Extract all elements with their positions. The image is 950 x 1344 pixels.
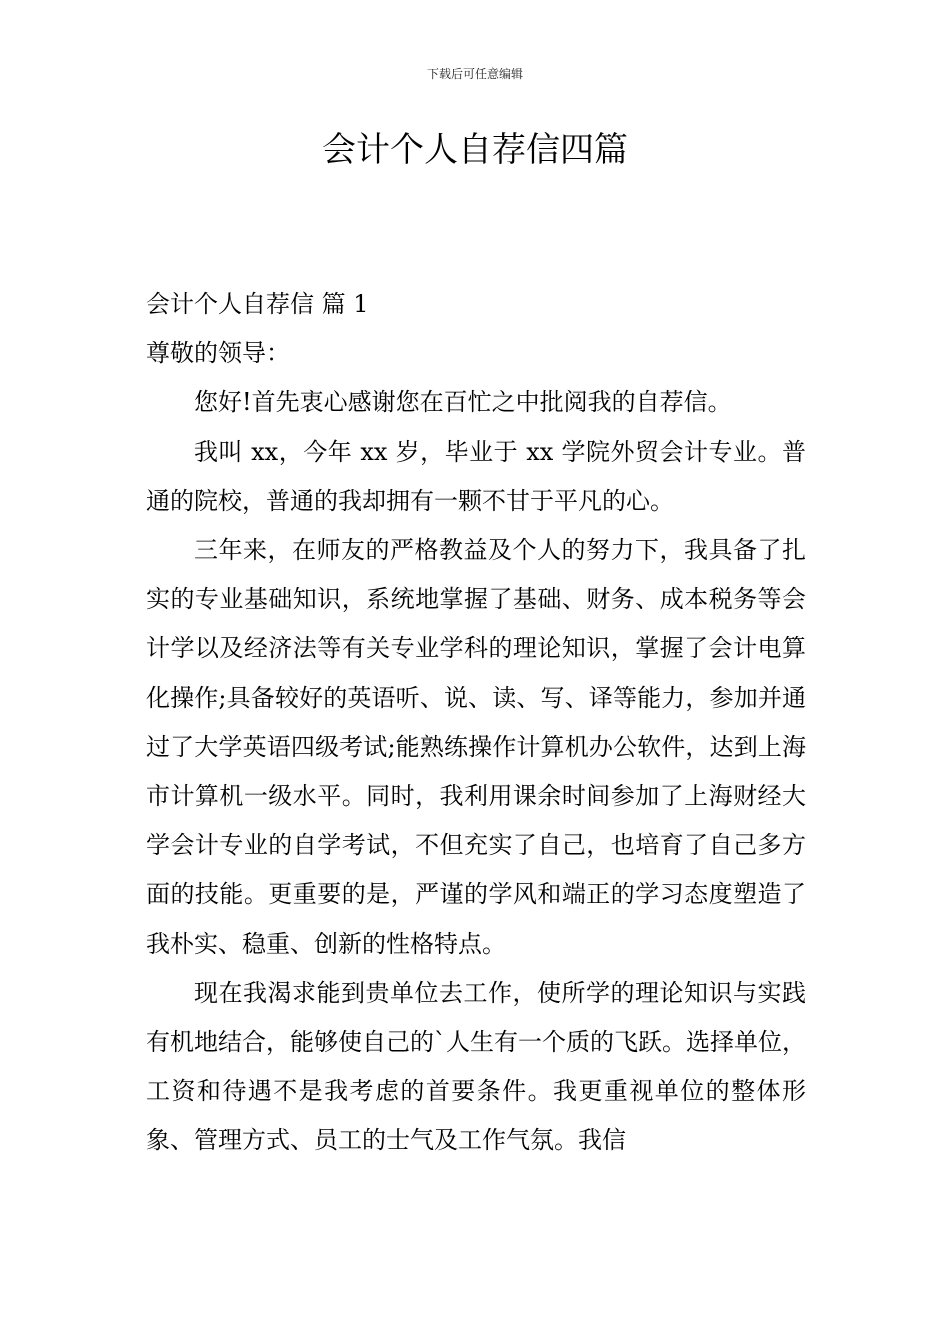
paragraph-introduction: 我叫 xx，今年 xx 岁，毕业于 xx 学院外贸会计专业。普通的院校，普通的我却拥有一颗不甘于平凡的心。 <box>146 437 806 515</box>
header-note: 下载后可任意编辑 <box>426 67 523 81</box>
paragraph-greeting: 您好!首先衷心感谢您在百忙之中批阅我的自荐信。 <box>194 388 732 417</box>
section-heading: 会计个人自荐信 篇 1 <box>146 290 369 318</box>
salutation: 尊敬的领导： <box>146 339 290 368</box>
paragraph-aspiration: 现在我渴求能到贵单位去工作，使所学的理论知识与实践有机地结合，能够使自己的`人生有一个质的飞跃。选择单位，工资和待遇不是我考虑的首要条件。我更重视单位的整体形象、管理方式、员工的士气及工作气氛。我信 <box>146 978 806 1155</box>
document-title: 会计个人自荐信四篇 <box>322 130 628 170</box>
paragraph-qualifications: 三年来，在师友的严格教益及个人的努力下，我具备了扎实的专业基础知识，系统地掌握了基础、财务、成本税务等会计学以及经济法等有关专业学科的理论知识，掌握了会计电算化操作;具备较好的英语听、说、读、写、译等能力，参加并通过了大学英语四级考试;能熟练操作计算机办公软件，达到上海市计算机一级水平。同时，我利用课余时间参加了上海财经大学会计专业的自学考试，不但充实了自己，也培育了自己多方面的技能。更重要的是，严谨的学风和端正的学习态度塑造了我朴实、稳重、创新的性格特点。 <box>146 536 806 958</box>
document-body <box>146 280 806 1166</box>
